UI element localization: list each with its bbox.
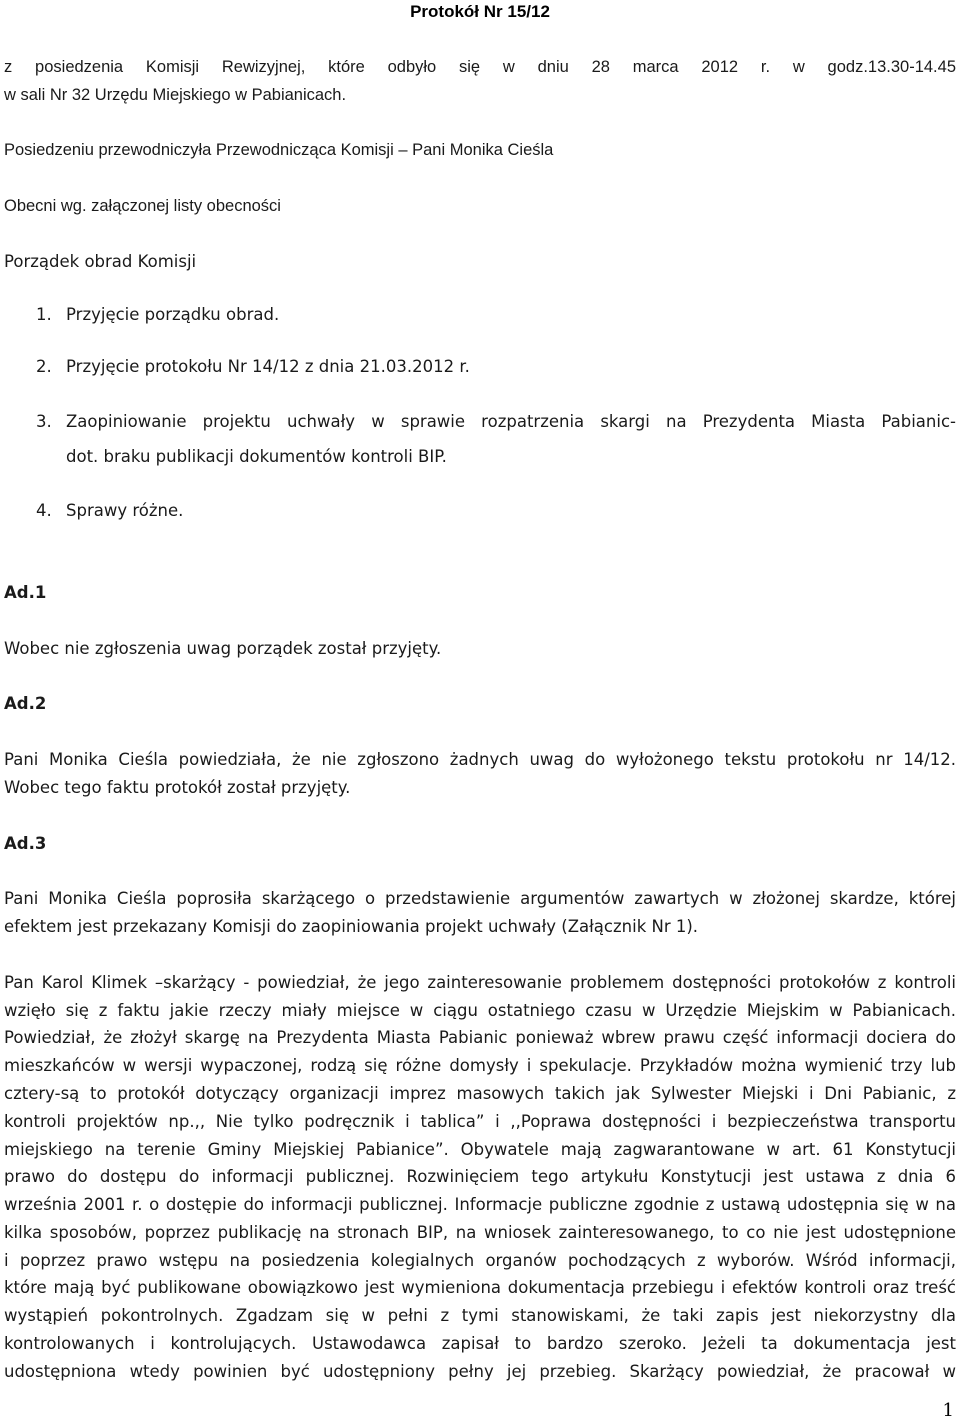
ad3-para2-line: kontrolowanych i kontrolujących. Ustawodawca zapisał to bardzo szeroko. Jeżeli ta dokumentacja jest <box>4 1334 956 1353</box>
agenda-item-number: 3. <box>36 412 52 431</box>
agenda-item-text: Przyjęcie protokołu Nr 14/12 z dnia 21.03.2012 r. <box>66 357 470 376</box>
ad3-para2-line: Powiedział, że złożył skargę na Prezydenta Miasta Pabianic ponieważ wbrew prawu część informacji dociera do <box>4 1028 956 1047</box>
ad3-para2-line: prawo do dostępu do informacji publicznej. Rozwinięciem tego artykułu Konstytucji jest ustawa z dnia 6 <box>4 1167 956 1186</box>
ad3-para2-line: i poprzez prawo wstępu na posiedzenia kolegialnych organów pochodzących z wyborów. Wśród informacji, <box>4 1251 956 1270</box>
page-number: 1 <box>942 1400 954 1421</box>
ad3-para2-line: mieszkańców w wersji wypaczonej, rodzą się różne domysły i spekulacje. Przykładów można wymienić trzy lub <box>4 1056 956 1075</box>
agenda-heading: Porządek obrad Komisji <box>4 252 197 271</box>
ad1-heading: Ad.1 <box>4 583 47 602</box>
agenda-item-text: Sprawy różne. <box>66 501 184 520</box>
agenda-item-number: 2. <box>36 357 52 376</box>
ad3-para2-line: Pan Karol Klimek –skarżący - powiedział, że jego zainteresowanie problemem dostępności protokołów z kontroli <box>4 973 956 992</box>
ad3-para2-line: miejskiego na terenie Gminy Miejskiej Pabianice”. Obywatele mają zagwarantowane w art. 61 Konstytucji <box>4 1140 956 1159</box>
ad3-para2-line: kilka sposobów, poprzez publikację na stronach BIP, na wniosek zainteresowanego, to co nie jest udostępnione <box>4 1223 956 1242</box>
ad2-line-1: Pani Monika Cieśla powiedziała, że nie zgłoszono żadnych uwag do wyłożonego tekstu protokołu nr 14/12. <box>4 750 956 769</box>
agenda-item-text: Przyjęcie porządku obrad. <box>66 305 280 324</box>
ad3-para1-line: efektem jest przekazany Komisji do zaopiniowania projekt uchwały (Załącznik Nr 1). <box>4 917 699 936</box>
ad3-para2-line: wzięło się z faktu jakie rzeczy miały miejsce w ciągu ostatniego czasu w Urzędzie Miejskim w Pabianicach. <box>4 1001 956 1020</box>
ad3-para2-line: które mają być publikowane obowiązkowo jest wymieniona dokumentacja przebiegu i efektów kontroli oraz treść <box>4 1278 956 1297</box>
attendance-statement: Obecni wg. załączonej listy obecności <box>4 197 281 215</box>
ad2-line-2: Wobec tego faktu protokół został przyjęty. <box>4 778 351 797</box>
ad3-para1-line: Pani Monika Cieśla poprosiła skarżącego o przedstawienie argumentów zawartych w złożonej skardze, której <box>4 889 956 908</box>
chair-statement: Posiedzeniu przewodniczyła Przewodnicząca Komisji – Pani Monika Cieśla <box>4 141 554 159</box>
ad3-para2-line: udostępniona wtedy powinien być udostępniony pełny jej przebieg. Skarżący powiedział, że pracował w <box>4 1362 956 1381</box>
ad2-heading: Ad.2 <box>4 694 47 713</box>
agenda-item-text-continued: dot. braku publikacji dokumentów kontroli BIP. <box>66 447 447 466</box>
ad3-para2-line: wystąpień pokontrolnych. Zgadzam się w pełni z tymi stanowiskami, że taki zapis jest niekorzystny dla <box>4 1306 956 1325</box>
agenda-item-number: 1. <box>36 305 52 324</box>
ad3-heading: Ad.3 <box>4 834 47 853</box>
document-title: Protokół Nr 15/12 <box>410 2 550 21</box>
agenda-item-number: 4. <box>36 501 52 520</box>
ad3-para2-line: cztery-są to protokół dotyczący organizacji imprez masowych takich jak Sylwester Miejski i Dni Pabianic, z <box>4 1084 956 1103</box>
intro-line-2: w sali Nr 32 Urzędu Miejskiego w Pabianicach. <box>4 86 347 104</box>
ad3-para2-line: kontroli projektów np.,, Nie tylko podręcznik i tablica” i ,,Poprawa dostępności i bezpieczeństwa transportu <box>4 1112 956 1131</box>
ad1-text: Wobec nie zgłoszenia uwag porządek został przyjęty. <box>4 639 442 658</box>
ad3-para2-line: września 2001 r. o dostępie do informacji publicznej. Informacje publiczne zgodnie z ustawą udostępnia się w na <box>4 1195 956 1214</box>
intro-line-1: z posiedzenia Komisji Rewizyjnej, które odbyło się w dniu 28 marca 2012 r. w godz.13.30-14.45 <box>4 58 956 76</box>
agenda-item-text: Zaopiniowanie projektu uchwały w sprawie rozpatrzenia skargi na Prezydenta Miasta Pabianic- <box>66 412 956 431</box>
